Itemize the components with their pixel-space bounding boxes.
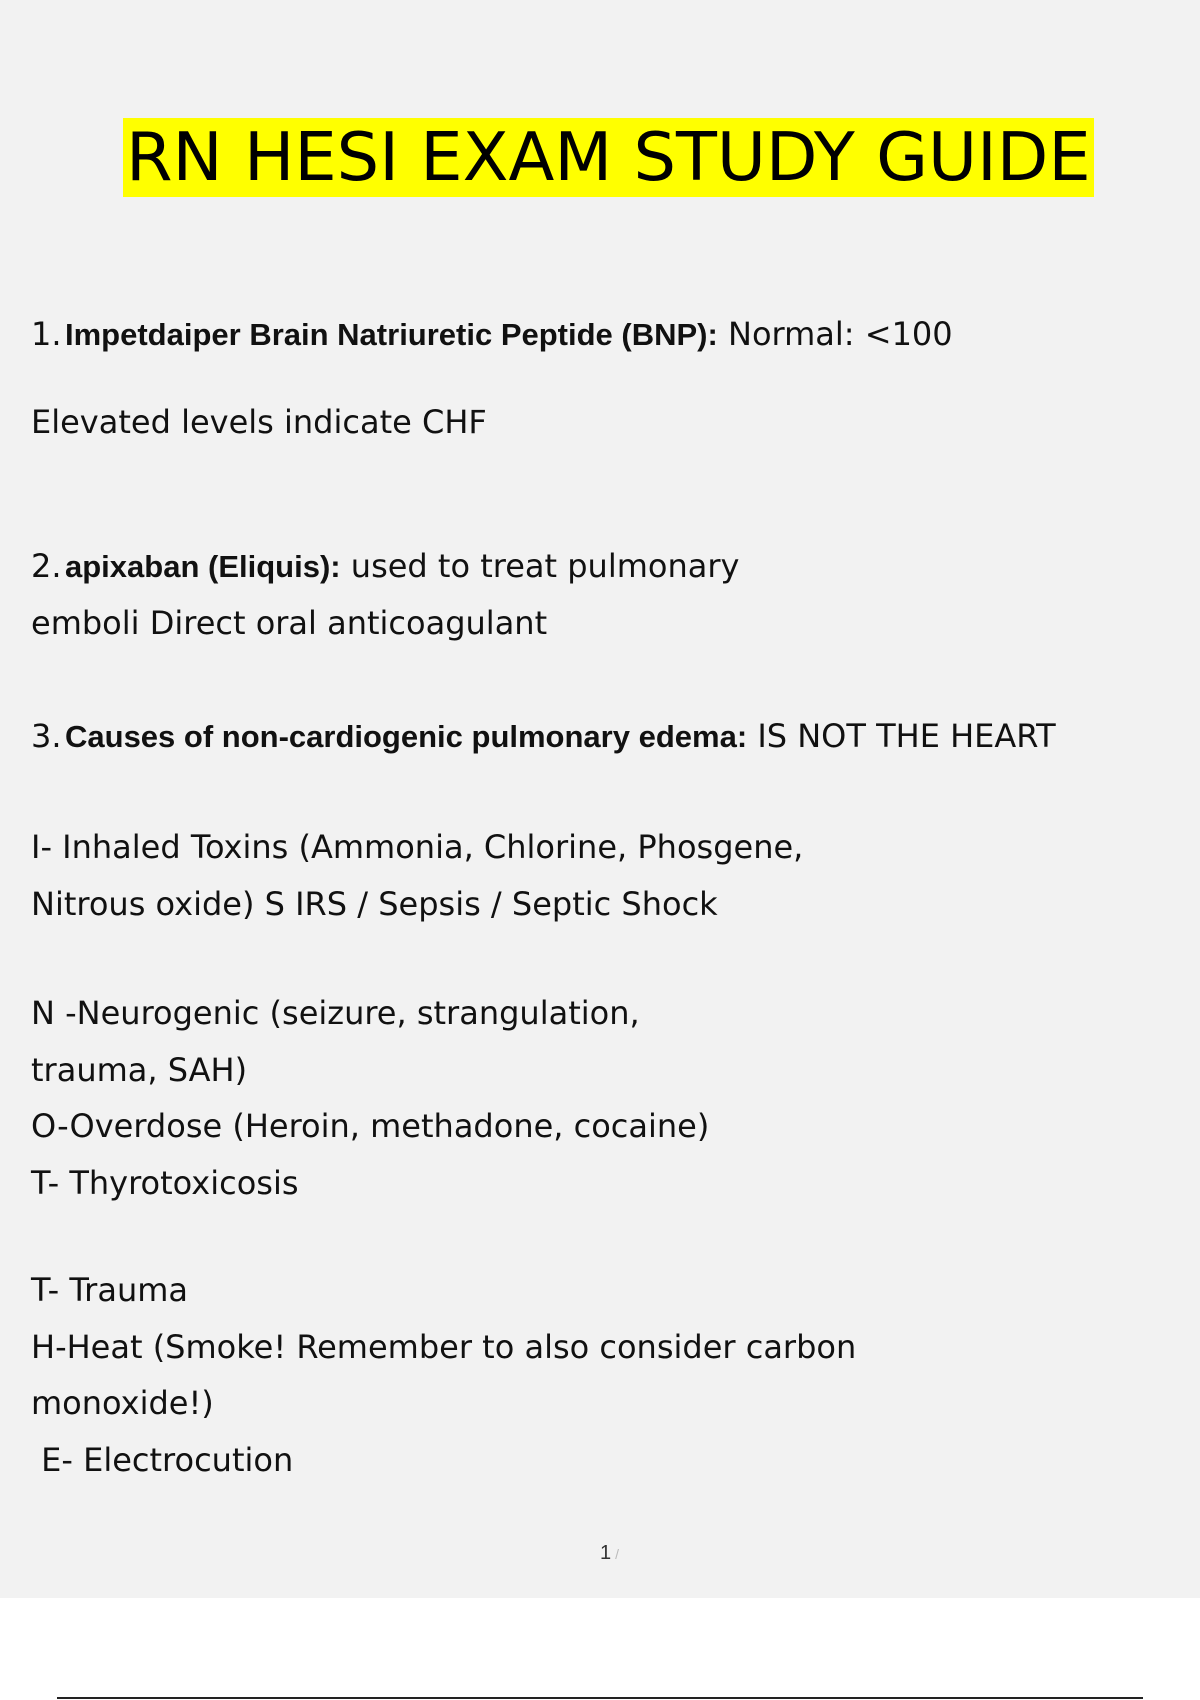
document-title: RN HESI EXAM STUDY GUIDE [123, 118, 1094, 197]
page-number-separator: / [615, 1546, 620, 1562]
item-term: Impetdaiper Brain Natriuretic Peptide (BNP): [65, 317, 718, 352]
mnemonic-line: Nitrous oxide) S IRS / Sepsis / Septic Shock [31, 885, 718, 923]
mnemonic-line: O-Overdose (Heroin, methadone, cocaine) [31, 1107, 710, 1145]
item-term: apixaban (Eliquis): [65, 549, 341, 584]
mnemonic-line: N -Neurogenic (seizure, strangulation, [31, 994, 640, 1032]
page-number-value: 1 [600, 1542, 612, 1564]
footer-divider [57, 1697, 1143, 1699]
item-1-continuation: Elevated levels indicate CHF [31, 403, 487, 441]
mnemonic-line: T- Trauma [31, 1271, 188, 1309]
item-number: 1. [31, 315, 62, 353]
item-number: 2. [31, 547, 62, 585]
mnemonic-line: monoxide!) [31, 1384, 214, 1422]
mnemonic-line: T- Thyrotoxicosis [31, 1164, 299, 1202]
mnemonic-line: H-Heat (Smoke! Remember to also consider carbon [31, 1328, 857, 1366]
item-1-heading [31, 314, 953, 355]
page-number [600, 1542, 619, 1565]
item-number: 3. [31, 717, 62, 755]
item-text: used to treat pulmonary [340, 547, 740, 585]
mnemonic-line: I- Inhaled Toxins (Ammonia, Chlorine, Phosgene, [31, 828, 804, 866]
item-term: Causes of non-cardiogenic pulmonary edema: [65, 719, 748, 754]
mnemonic-line: E- Electrocution [31, 1441, 294, 1479]
item-text: IS NOT THE HEART [747, 717, 1056, 755]
item-2-continuation: emboli Direct oral anticoagulant [31, 604, 548, 642]
item-3-heading [31, 716, 1056, 757]
item-text: Normal: <100 [717, 315, 953, 353]
mnemonic-line: trauma, SAH) [31, 1051, 248, 1089]
item-2-heading [31, 546, 739, 587]
